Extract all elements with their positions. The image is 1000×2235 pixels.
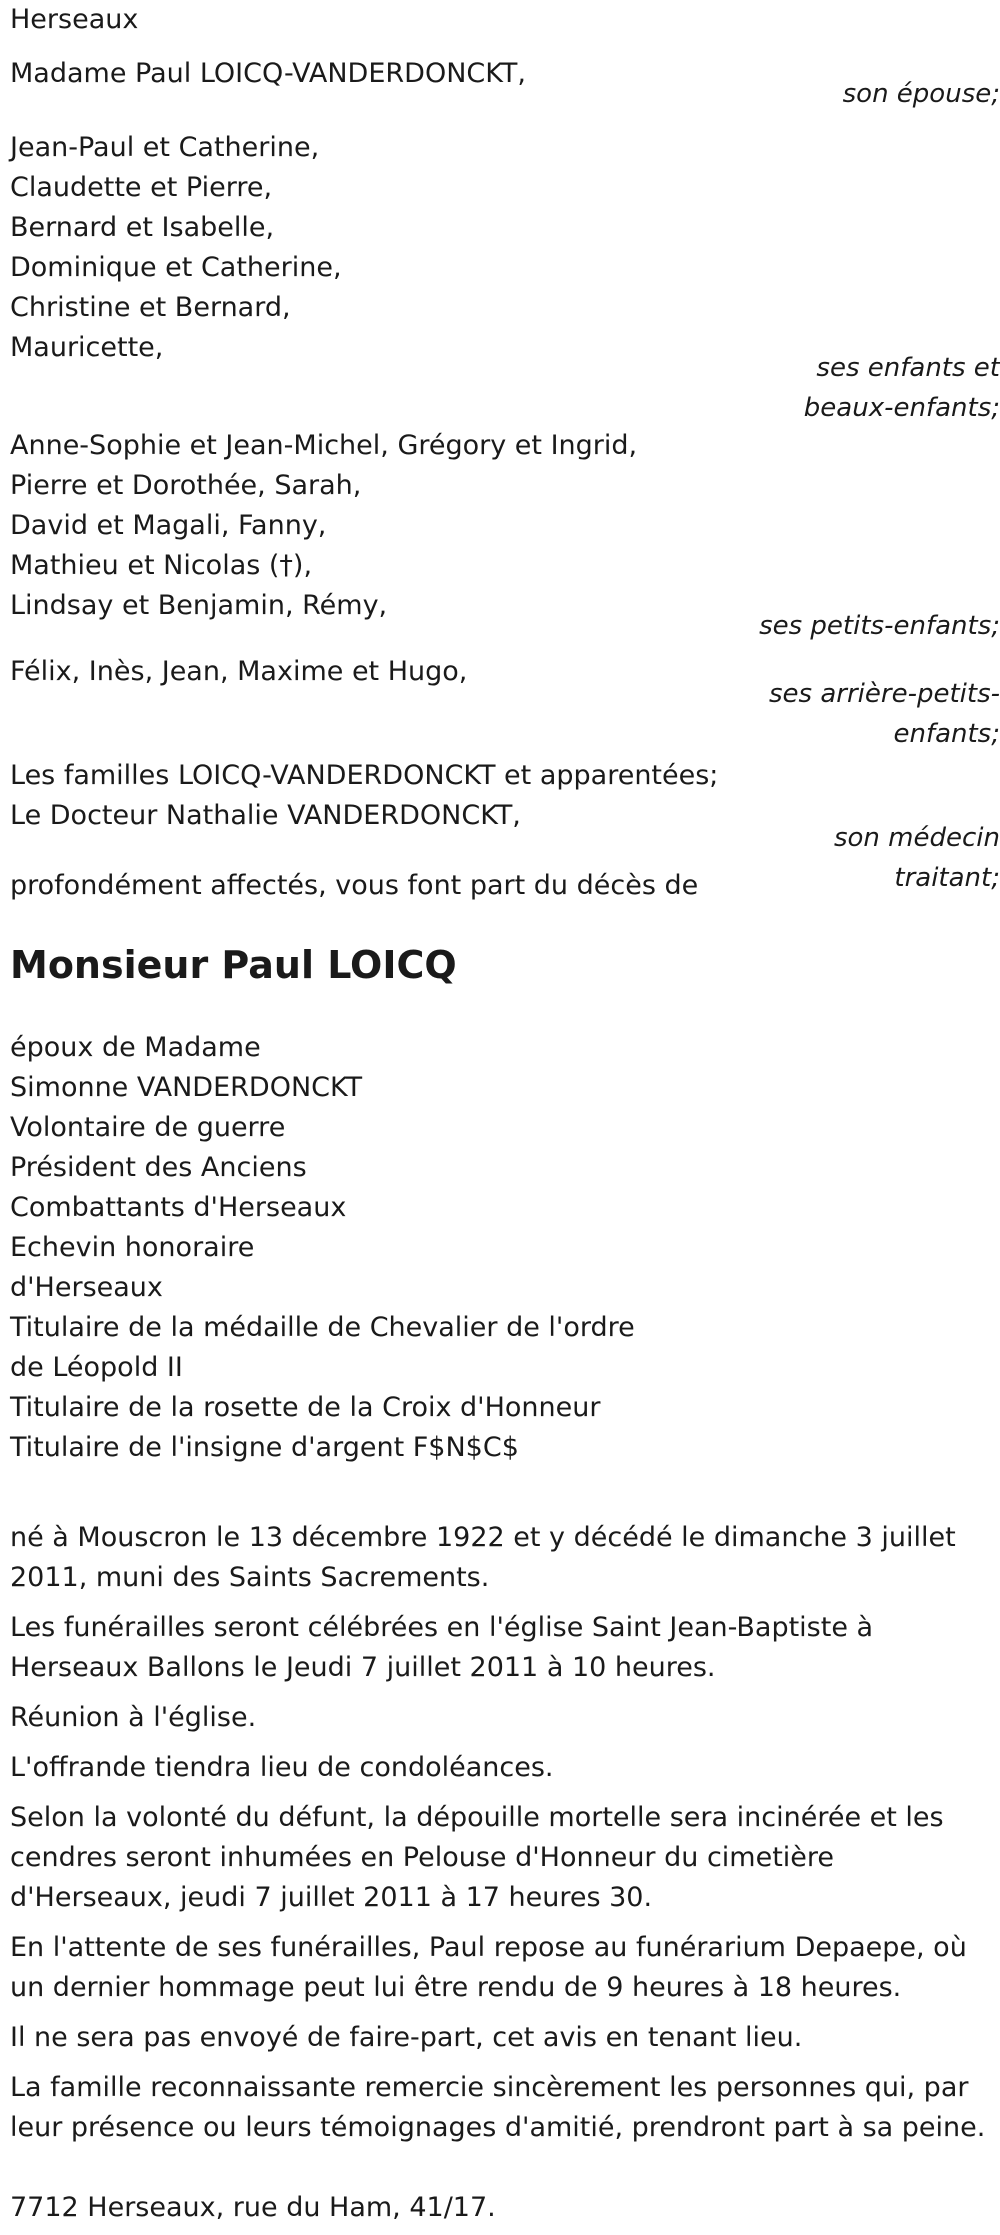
child-entry: Claudette et Pierre,: [10, 172, 273, 203]
child-entry: Bernard et Isabelle,: [10, 212, 275, 243]
paragraph-birth-death: né à Mouscron le 13 décembre 1922 et y décédé le dimanche 3 juillet 2011, muni des Saints Sacrements.: [10, 1522, 956, 1593]
title-line: de Léopold II: [10, 1352, 183, 1383]
title-line: Titulaire de la rosette de la Croix d'Honneur: [10, 1392, 601, 1423]
title-line: Echevin honoraire: [10, 1232, 255, 1263]
paragraph-funeral: Les funérailles seront célébrées en l'église Saint Jean-Baptiste à Herseaux Ballons le Jeudi 7 juillet 2011 à 10 heures.: [10, 1612, 874, 1683]
address-text: 7712 Herseaux, rue du Ham, 41/17.: [10, 2192, 496, 2223]
doctor-role-2: traitant;: [894, 863, 1000, 893]
title-line: d'Herseaux: [10, 1272, 163, 1303]
grandchild-entry: Lindsay et Benjamin, Rémy,: [10, 590, 388, 621]
paragraph-no-cards: Il ne sera pas envoyé de faire-part, cet avis en tenant lieu.: [10, 2022, 803, 2053]
title-line: Président des Anciens: [10, 1152, 307, 1183]
paragraph-meeting: Réunion à l'église.: [10, 1702, 257, 1733]
details-block: [10, 1518, 1000, 2148]
paragraph-cremation: Selon la volonté du défunt, la dépouille mortelle sera incinérée et les cendres seront inhumées en Pelouse d'Honneur du cimetière d'Herseaux, jeudi 7 juillet 2011 à 17 heures 30.: [10, 1802, 944, 1913]
doctor-role-1: son médecin: [833, 823, 1000, 853]
grandchild-entry: David et Magali, Fanny,: [10, 510, 327, 541]
deceased-name: Monsieur Paul LOICQ: [10, 943, 457, 987]
children-role-2: beaux-enfants;: [803, 393, 1000, 423]
great-grandchildren-names: Félix, Inès, Jean, Maxime et Hugo,: [10, 656, 468, 687]
location-text: Herseaux: [10, 4, 139, 35]
title-line: époux de Madame: [10, 1032, 261, 1063]
child-entry: Mauricette,: [10, 332, 164, 363]
grandchild-entry: Mathieu et Nicolas (†),: [10, 550, 313, 581]
title-line: Titulaire de l'insigne d'argent F$N$C$: [10, 1432, 519, 1463]
paragraph-thanks: La famille reconnaissante remercie sincèrement les personnes qui, par leur présence ou leurs témoignages d'amitié, prendront part à sa peine.: [10, 2072, 986, 2143]
great-grandchildren-block: [10, 652, 1000, 752]
title-line: Titulaire de la médaille de Chevalier de l'ordre: [10, 1312, 635, 1343]
address-block: [10, 2188, 1000, 2228]
grandchild-entry: Pierre et Dorothée, Sarah,: [10, 470, 362, 501]
spouse-role: son épouse;: [842, 79, 1000, 109]
grandchild-entry: Anne-Sophie et Jean-Michel, Grégory et Ingrid,: [10, 430, 638, 461]
doctor-name: Le Docteur Nathalie VANDERDONCKT,: [10, 800, 521, 831]
child-entry: Christine et Bernard,: [10, 292, 291, 323]
announcement-text: profondément affectés, vous font part du décès de: [10, 870, 699, 901]
great-grandchildren-role-2: enfants;: [893, 719, 1000, 749]
spouse-name: Madame Paul LOICQ-VANDERDONCKT,: [10, 58, 526, 89]
paragraph-offering: L'offrande tiendra lieu de condoléances.: [10, 1752, 554, 1783]
spouse-block: [10, 54, 1000, 109]
location-block: [10, 0, 1000, 40]
child-entry: Jean-Paul et Catherine,: [10, 132, 320, 163]
families-text: Les familles LOICQ-VANDERDONCKT et apparentées;: [10, 760, 719, 791]
title-line: Volontaire de guerre: [10, 1112, 286, 1143]
grandchildren-block: [10, 426, 1000, 646]
title-line: Combattants d'Herseaux: [10, 1192, 347, 1223]
title-line: Simonne VANDERDONCKT: [10, 1072, 363, 1103]
great-grandchildren-role-1: ses arrière-petits-: [769, 679, 1000, 709]
children-role-1: ses enfants et: [816, 353, 1000, 383]
grandchildren-role: ses petits-enfants;: [759, 611, 1000, 641]
paragraph-funerarium: En l'attente de ses funérailles, Paul repose au funérarium Depaepe, où un dernier hommage peut lui être rendu de 9 heures à 18 heures.: [10, 1932, 967, 2003]
announcement-block: [10, 866, 1000, 906]
titles-block: [10, 1028, 1000, 1468]
children-block: [10, 128, 1000, 423]
families-block: [10, 756, 1000, 796]
child-entry: Dominique et Catherine,: [10, 252, 342, 283]
